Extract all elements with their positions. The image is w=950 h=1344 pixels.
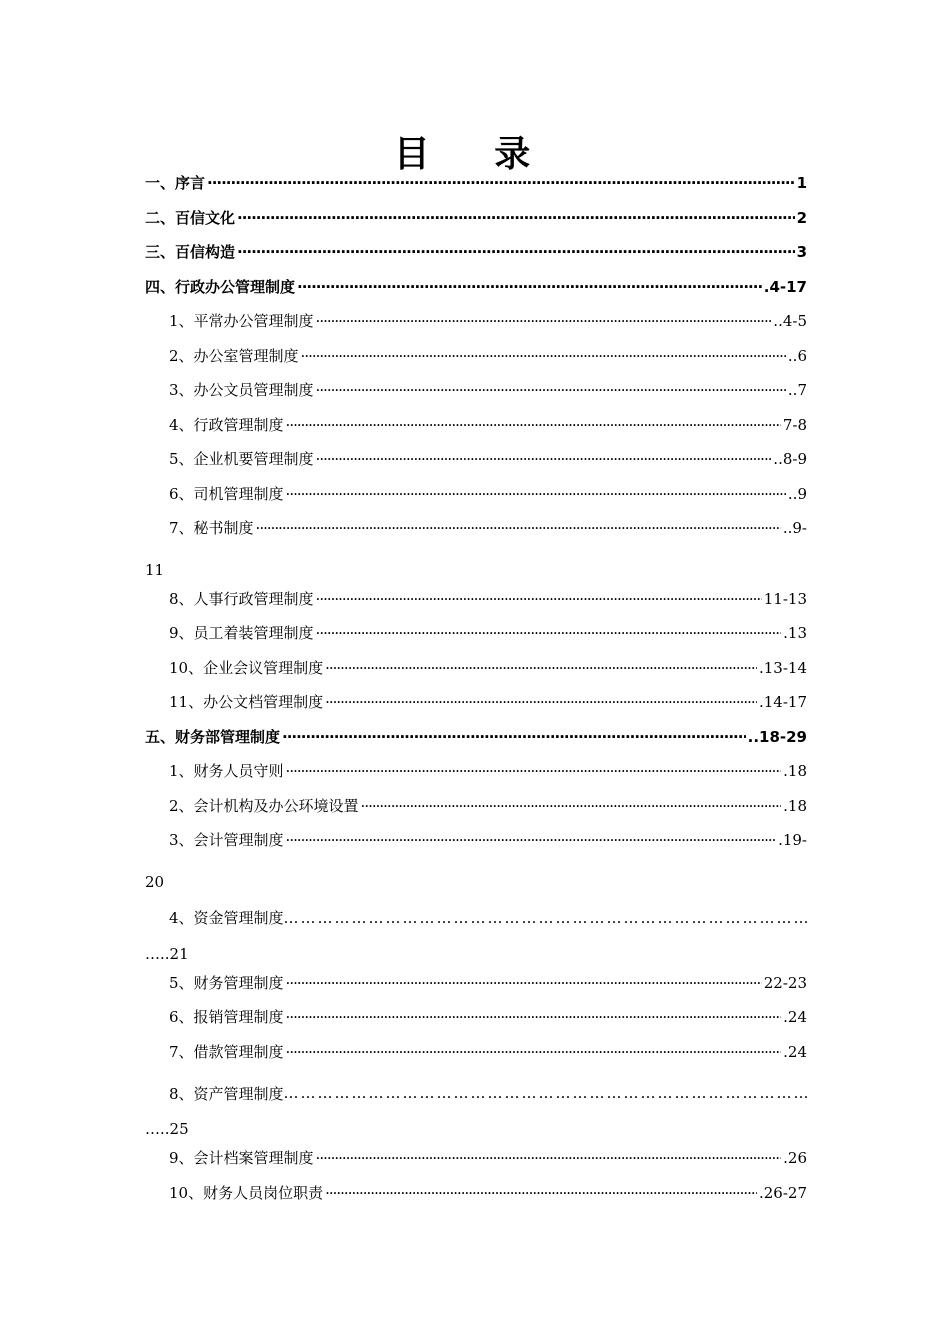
toc-entry-page: ..18-29 [747,727,807,746]
toc-entry[interactable] [145,622,807,657]
toc-entry-text: 11、办公文档管理制度 [169,693,324,711]
toc-entry-text: 五、财务部管理制度 [145,727,281,746]
toc-entry[interactable] [145,588,807,623]
toc-entry[interactable] [145,972,807,1007]
leader-dots [282,728,746,746]
toc-entry[interactable] [145,1182,807,1217]
toc-entry-text: 4、行政管理制度 [169,415,284,434]
toc-entry-text: 一、序言 [145,174,206,192]
leader-dots [237,243,795,261]
toc-entry-text: 四、行政办公管理制度 [145,277,296,296]
toc-entry-page: ..7 [787,381,807,399]
leader-dots [284,1084,807,1102]
toc-entry-text: 4、资金管理制度 [169,909,284,927]
toc-entry-page: .13 [783,624,807,642]
leader-dots [301,347,786,365]
toc-entry-page: ..8-9 [773,450,807,468]
toc-entry[interactable] [145,726,807,761]
toc-entry-page: .19- [778,831,807,849]
leader-dots [361,797,782,815]
toc-entry[interactable] [145,483,807,518]
leader-dots [237,209,795,227]
toc-entry-page: 7-8 [782,415,807,434]
toc-entry-text: 2、会计机构及办公环境设置 [169,796,359,815]
toc-entry[interactable] [145,448,807,483]
leader-dots [286,485,786,503]
toc-entry-text: 9、会计档案管理制度 [169,1149,314,1167]
leader-dots [297,278,762,296]
toc-entry[interactable] [145,1075,807,1111]
toc-entry-text: 2、办公室管理制度 [169,346,299,365]
leader-dots [286,974,762,992]
toc-entry[interactable] [145,1147,807,1182]
toc-entry-page: ..9 [787,484,807,503]
toc-entry[interactable] [145,345,807,380]
toc-entry[interactable] [145,379,807,414]
toc-entry-page: .18 [783,796,807,815]
toc-entry[interactable] [145,1006,807,1041]
toc-entry[interactable] [145,172,807,207]
toc-entry[interactable] [145,657,807,692]
leader-dots [286,762,782,780]
toc-entry[interactable] [145,310,807,345]
toc-entry-text: 1、财务人员守则 [169,762,284,780]
toc-entry-continuation: 11 [145,560,165,579]
toc-entry-text: 5、财务管理制度 [169,973,284,992]
leader-dots [286,831,777,849]
toc-entry-page: 11-13 [763,589,807,608]
toc-entry-text: 10、企业会议管理制度 [169,658,324,677]
toc-entry-text: 3、会计管理制度 [169,831,284,849]
toc-entry[interactable] [145,207,807,242]
leader-dots [256,519,781,537]
leader-dots [284,909,807,927]
toc-entry-page: ..4-5 [773,312,807,330]
toc-entry[interactable] [145,795,807,830]
toc-entry-text: 8、人事行政管理制度 [169,589,314,608]
leader-dots [325,1184,757,1202]
leader-dots [316,1149,782,1167]
toc-entry[interactable] [145,760,807,795]
toc-entry-page: .4-17 [763,277,807,296]
toc-entry-page: 3 [796,243,807,261]
toc-entry-page: .24 [783,1008,807,1026]
table-of-contents [145,172,807,1216]
leader-dots [286,416,781,434]
toc-entry[interactable] [145,517,807,552]
toc-entry-text: 6、司机管理制度 [169,484,284,503]
toc-entry-page: .13-14 [758,658,807,677]
toc-entry[interactable] [145,900,807,936]
leader-dots [316,312,772,330]
leader-dots [316,590,762,608]
toc-entry-page: ..9- [782,519,807,537]
toc-entry-page: 1 [796,174,807,192]
leader-dots [325,659,757,677]
leader-dots [325,693,757,711]
toc-entry-page: .14-17 [758,693,807,711]
toc-entry-page: .24 [783,1042,807,1061]
toc-entry-page: 22-23 [763,973,807,992]
leader-dots [207,174,795,192]
toc-entry-text: 三、百信构造 [145,243,236,261]
toc-entry-text: 8、资产管理制度 [169,1084,284,1103]
toc-entry-text: 10、财务人员岗位职责 [169,1183,324,1202]
leader-dots [316,381,786,399]
toc-entry-continuation: …..21 [145,944,189,963]
leader-dots [286,1043,782,1061]
toc-entry-text: 7、秘书制度 [169,519,254,537]
page-title: 目 录 [393,134,557,175]
leader-dots [316,624,782,642]
toc-entry-text: 6、报销管理制度 [169,1008,284,1026]
toc-entry-continuation: 20 [145,872,165,891]
toc-entry[interactable] [145,829,807,864]
toc-entry[interactable] [145,276,807,311]
toc-entry[interactable] [145,691,807,726]
toc-entry-text: 9、员工着装管理制度 [169,624,314,642]
toc-entry-continuation: …..25 [145,1120,189,1138]
toc-entry[interactable] [145,414,807,449]
toc-entry-text: 7、借款管理制度 [169,1042,284,1061]
leader-dots [286,1008,782,1026]
toc-entry[interactable] [145,1041,807,1076]
toc-entry-page: .18 [783,762,807,780]
toc-entry-text: 二、百信文化 [145,208,236,227]
toc-entry-page: .26-27 [758,1183,807,1202]
toc-entry-page: ..6 [787,346,807,365]
toc-entry-page: .26 [783,1149,807,1167]
toc-entry-text: 5、企业机要管理制度 [169,450,314,468]
toc-entry[interactable] [145,241,807,276]
leader-dots [316,450,772,468]
toc-entry-text: 1、平常办公管理制度 [169,312,314,330]
toc-entry-text: 3、办公文员管理制度 [169,381,314,399]
toc-entry-page: 2 [796,208,807,227]
